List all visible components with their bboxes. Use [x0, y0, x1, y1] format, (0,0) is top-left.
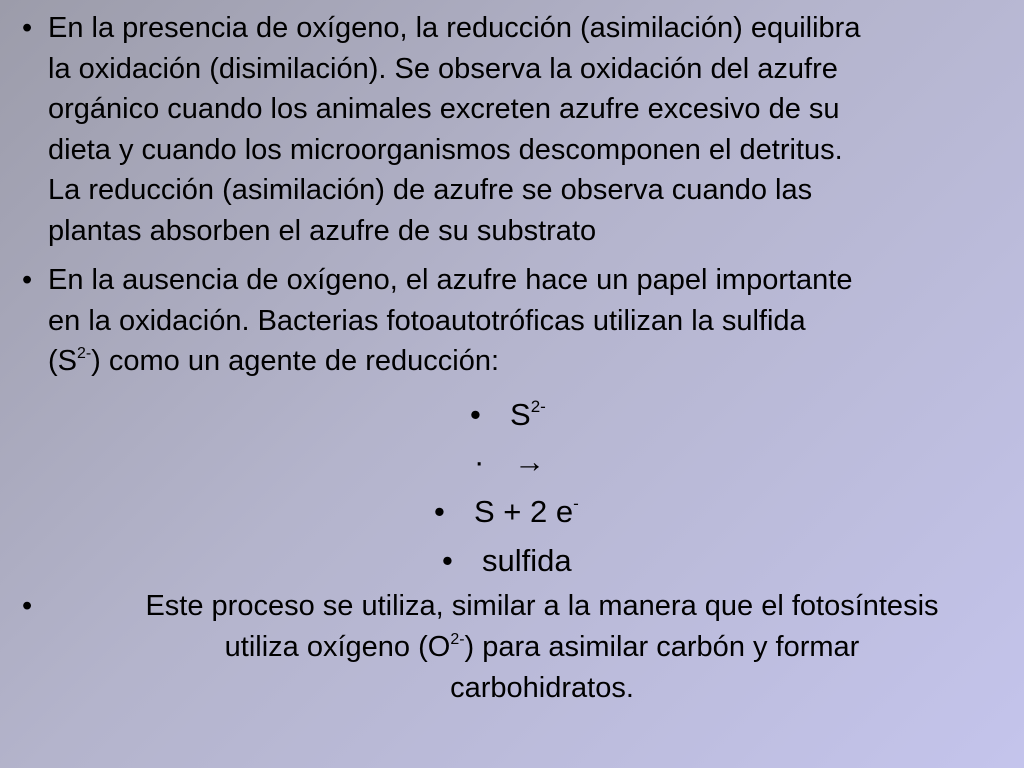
equation-item-sulfide-ion: • $S^{2-}$: [470, 395, 546, 435]
bullet-icon: •: [470, 397, 481, 432]
text-line: En la presencia de oxígeno, la reducción (asimilación) equilibra: [48, 12, 861, 44]
text-line: carbohidratos.: [450, 672, 634, 704]
superscript: -: [573, 494, 579, 514]
paragraph-text: [48, 8, 1018, 251]
equation-item-products: • S + 2 e-: [434, 492, 579, 532]
text-line: en la oxidación. Bacterias fotoautotróficas utilizan la sulfida: [48, 304, 806, 337]
text-line: $(S^{2-})$ como un agente de reducción:: [48, 345, 500, 377]
right-arrow-icon: →: [514, 444, 545, 479]
text-line: la oxidación (disimilación). Se observa la oxidación del azufre: [48, 52, 838, 85]
equation-item-arrow: [474, 442, 545, 482]
text-line: plantas absorben el azufre de su substrato: [48, 214, 597, 247]
superscript: 2-: [450, 631, 465, 649]
text-line: Este proceso se utiliza, similar a la manera que el fotosíntesis: [145, 590, 939, 622]
bullet-icon: •: [442, 543, 453, 578]
paragraph-text: [48, 260, 1018, 382]
superscript: 2-: [530, 397, 546, 417]
bullet-icon: •: [22, 12, 33, 44]
text-line: utiliza oxígeno $(O^{2-})$ para asimilar carbón y formar: [224, 631, 860, 663]
dot-marker: ·: [474, 444, 485, 479]
text-line: En la ausencia de oxígeno, el azufre hace un papel importante: [48, 264, 853, 296]
bullet-icon: •: [22, 590, 33, 622]
paragraph-oxygen-absence: [0, 260, 1024, 385]
text-line: dieta y cuando los microorganismos descomponen el detritus.: [48, 133, 843, 166]
text-line: orgánico cuando los animales excreten azufre excesivo de su: [48, 93, 840, 125]
bullet-icon: •: [22, 264, 33, 296]
text-line: La reducción (asimilación) de azufre se observa cuando las: [48, 174, 813, 206]
equation-item-label: • sulfida: [442, 541, 572, 581]
bullet-icon: •: [434, 494, 445, 529]
paragraph-text: [60, 586, 1024, 709]
superscript: 2-: [77, 345, 92, 363]
paragraph-oxygen-presence: [0, 8, 1024, 258]
